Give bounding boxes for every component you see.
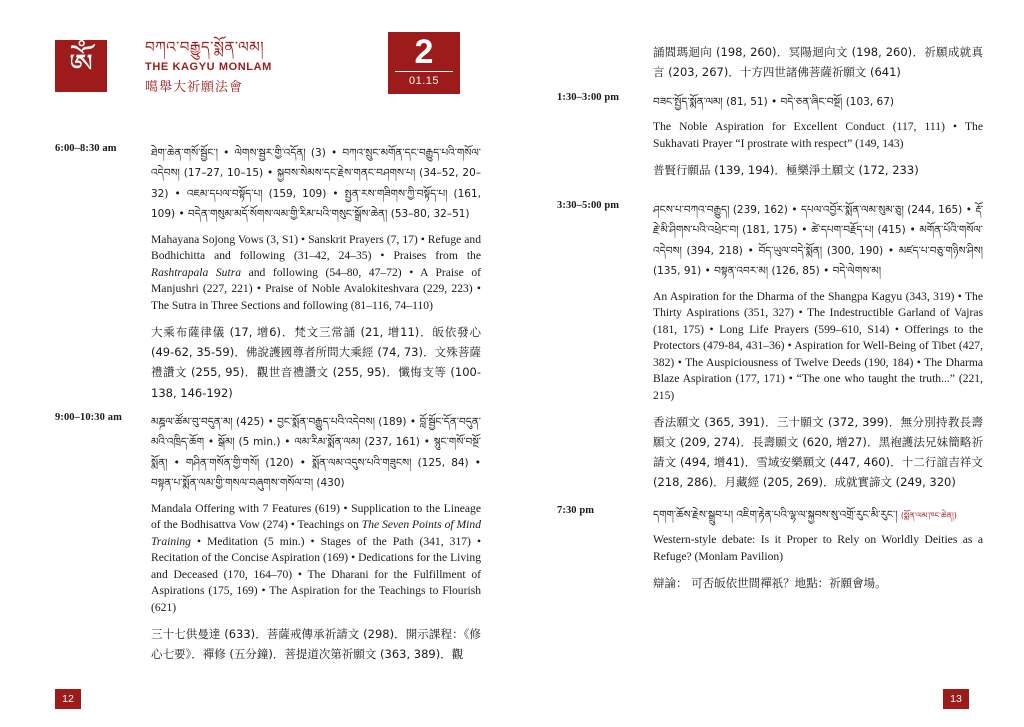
- session-content: [151, 143, 481, 403]
- session-tibetan: བཟང་སྤྱོད་སྨོན་ལམ། (81, 51) • བདེ་ཅན་ཞིང་བསྔོ། (103, 67): [653, 96, 894, 108]
- session-chinese: 三十七供曼達 (633)．菩薩戒傳承祈請文 (298)．開示課程：《修心七要》．禪修 (五分鐘)．菩提道次第祈願文 (363, 389)．觀: [151, 627, 481, 662]
- session-english: Western-style debate: Is it Proper to Rely on Worldly Deities as a Refuge? (Monlam Pavilion): [653, 533, 983, 563]
- session-tibetan: [653, 505, 983, 525]
- masthead-tibetan-title: བཀའ་བརྒྱུད་སྨོན་ལམ།: [145, 38, 265, 56]
- session-tibetan: ཤངས་པ་བཀའ་བརྒྱུད། (239, 162) • དཔལ་འབྱོར་སྨོན་ལམ་སུམ་ཅུ། (244, 165) • རྡོ་རྗེ་མི་ཤིགས་པའི་འཕྲེང་བ། (181, 175) • ཚེ་དཔག་བརྗོད་པ། (415) • མགོན་པོའི་གསོལ་འདེབས། (394, 218) • བོད་ཡུལ་བདེ་སྨོན། (300, 190) • མཛད་པ་བཅུ་གཉིས་ཤིས། (135, 91) • བསྟན་འབར་མ། (126, 85) • བདེ་ལེགས་མ།: [653, 204, 983, 278]
- masthead-text: [145, 36, 272, 95]
- session-time: 1:30–3:00 pm: [557, 92, 620, 103]
- session-chinese: 誦閻瑪迴向 (198, 260)．冥陽迴向文 (198, 260)．祈願成就真言 (203, 267)．十方四世諸佛菩薩祈願文 (641): [653, 45, 983, 80]
- right-page: [512, 0, 1024, 727]
- session-chinese: 大乘布薩律儀 (17, 增6)．梵文三常誦 (21, 增11)．皈依發心 (49-62, 35-59)．佛說護國尊者所問大乘經 (74, 73)．文殊菩薩禮讚文 (255, 95)．觀世音禮讚文 (255, 95)．懺悔支等 (100-138, 146-192): [151, 325, 481, 400]
- session-english: Mahayana Sojong Vows (3, S1) • Sanskrit Prayers (7, 17) • Refuge and Bodhichitta and following (31–42, 24–35) • Praises from the Rashtrapala Sutra and following (54–80, 47–72) • A Praise of Manjushri (227, 221) • Praise of Noble Avalokiteshvara (229, 223) • The Sutra in Three Sections and following (81–116, 74–110): [151, 232, 481, 312]
- session-content: [151, 412, 481, 664]
- session-content: [653, 42, 983, 82]
- session-time: 9:00–10:30 am: [55, 412, 122, 423]
- session-chinese: 辯論： 可否皈依世間禪祇？地點：祈願會場。: [653, 576, 887, 591]
- session-english: The Noble Aspiration for Excellent Conduct (117, 111) • The Sukhavati Prayer “I prostrate with respect” (149, 143): [653, 120, 983, 150]
- session-chinese: 普賢行願品 (139, 194)．極樂淨土願文 (172, 233): [653, 163, 919, 178]
- date-badge: [388, 32, 460, 94]
- day-number: 2: [414, 33, 434, 71]
- kagyu-monlam-logo: [55, 40, 107, 92]
- session-tibetan-note: (སྨོན་ལམ་ཁང་ཆེན།): [900, 511, 957, 520]
- session-tibetan: མཎྜལ་ཚོམ་བུ་བདུན་མ། (425) • བྱང་སྨོན་བརྒྱུད་པའི་འདེབས། (189) • བློ་སྦྱོང་དོན་བདུན་མའི་འཁྲིད་ཆོག • སྒོམ། (5 min.) • ལམ་རིམ་སྨོན་ལམ། (237, 161) • སྙུང་གསོ་བསྔོ་སྨོན། • གཤིན་གསོན་གྱི་གསོ། (120) • སྨོན་ལམ་འདུས་པའི་གཟུངས། (125, 84) • བསྟན་པ་སྨོན་ལམ་གྱི་གསལ་བཞུགས་གསོལ་བ། (430): [151, 416, 481, 490]
- session-content: [653, 200, 983, 493]
- session-content: [653, 92, 983, 181]
- masthead-english-title: THE KAGYU MONLAM: [145, 60, 272, 73]
- session-time: 7:30 pm: [557, 505, 595, 516]
- session-time: 6:00–8:30 am: [55, 143, 117, 154]
- session-english: Mandala Offering with 7 Features (619) • Supplication to the Lineage of the Bodhisattva Vow (274) • Teachings on The Seven Points of Mind Training • Meditation (5 min.) • Stages of the Path (341, 317) • Recitation of the Concise Aspiration (169) • Dedications for the Living and Deceased (170, 164–70) • The Dharani for the Fulfillment of Aspirations (175, 169) • The Aspiration for the Teachings to Flourish (621): [151, 501, 481, 614]
- session-content: [653, 505, 983, 594]
- masthead-chinese-title: 噶舉大祈願法會: [145, 79, 244, 95]
- date-string: 01.15: [395, 71, 453, 87]
- session-tibetan: ཐེག་ཆེན་གསོ་སྦྱོང་། • ལེགས་སྦྱར་གྱི་འདོན། (3) • བཀའ་སྲུང་མགོན་དང་བརྒྱུད་པའི་གསོལ་འདེབས། (17–27, 10–15) • སྐྱབས་སེམས་དང་རྗེས་གནང་བཤགས་པ། (34–52, 20–32) • འཇམ་དཔལ་བསྟོད་པ། (159, 109) • སྤྱན་རས་གཟིགས་ཀྱི་བསྟོད་པ། (161, 109) • བདེན་གསུམ་མདོ་སོགས་ལམ་གྱི་རིམ་པའི་གསུང་སྒྲོས་ཆེན། (53–80, 32–51): [151, 147, 481, 221]
- session-english: An Aspiration for the Dharma of the Shangpa Kagyu (343, 319) • The Thirty Aspirations (351, 327) • The Indestructible Garland of Vajras (181, 175) • Long Life Prayers (599–610, S14) • Offerings to the Protectors (479-84, 431–36) • Aspiration for Well-Being of Tibet (427, 382) • The Auspiciousness of Twelve Deeds (190, 184) • The Dharma Blaze Aspiration (177, 171) • “The one who taught the truth...” (221, 215): [653, 289, 983, 402]
- session-chinese: 香法願文 (365, 391)．三十願文 (372, 399)．無分別持教長壽願文 (209, 274)．長壽願文 (620, 增27)．黑袍護法兄妹簡略祈請文 (494, 增41)．雪域安樂願文 (447, 460)．十二行誼吉祥文 (218, 286)．月藏經 (205, 269)．成就實諦文 (249, 320): [653, 415, 983, 490]
- session-tibetan-text: དགག་ཆོས་རྗེས་སྒྲུབ་པ། འཇིག་རྟེན་པའི་ལྷ་ལ་སྐྱབས་སུ་འགྲོ་རུང་མི་རུང་།: [653, 509, 898, 521]
- page-number-right: 13: [943, 689, 969, 709]
- spiral-icon: ༀ: [68, 48, 94, 83]
- session-time: 3:30–5:00 pm: [557, 200, 620, 211]
- page-number-left: 12: [55, 689, 81, 709]
